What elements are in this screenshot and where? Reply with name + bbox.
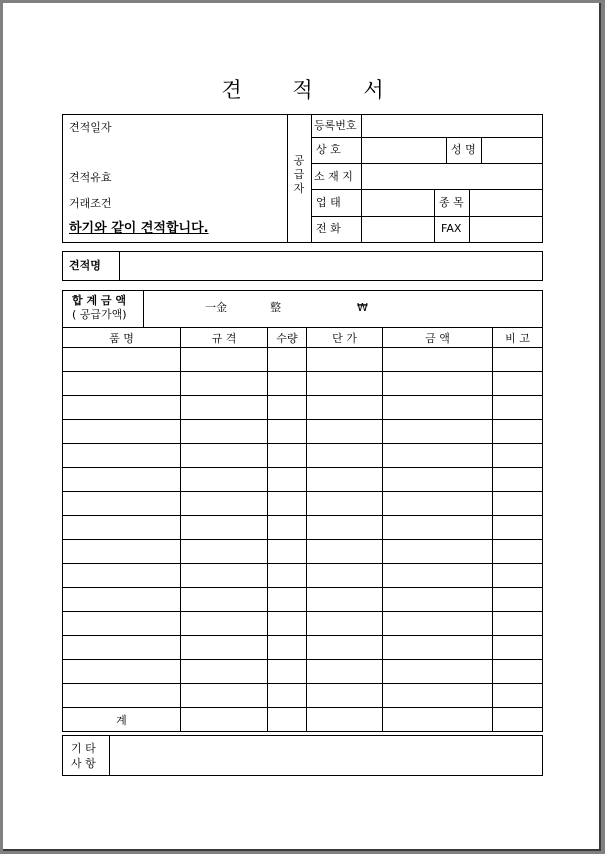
table-cell[interactable]	[493, 540, 543, 564]
table-cell[interactable]	[181, 348, 268, 372]
table-cell[interactable]	[181, 564, 268, 588]
business-category-label: 종 목	[439, 196, 464, 209]
table-cell[interactable]	[181, 444, 268, 468]
table-cell[interactable]	[383, 684, 493, 708]
table-cell[interactable]	[383, 468, 493, 492]
table-cell[interactable]	[181, 588, 268, 612]
table-cell[interactable]	[181, 660, 268, 684]
table-cell[interactable]	[493, 684, 543, 708]
table-cell[interactable]	[307, 492, 383, 516]
table-cell[interactable]	[383, 660, 493, 684]
table-cell[interactable]	[383, 636, 493, 660]
table-cell[interactable]	[307, 708, 383, 732]
table-cell[interactable]	[268, 372, 307, 396]
amount-prefix: 一金	[205, 301, 227, 314]
table-cell[interactable]	[307, 516, 383, 540]
table-cell[interactable]	[63, 588, 181, 612]
table-cell[interactable]	[493, 396, 543, 420]
remarks-label: 기 타 사 항	[71, 742, 96, 770]
table-row	[63, 372, 543, 396]
quote-validity-label: 견적유효	[69, 171, 112, 184]
table-cell[interactable]	[268, 564, 307, 588]
table-cell[interactable]	[383, 516, 493, 540]
table-cell[interactable]	[383, 444, 493, 468]
table-cell[interactable]	[493, 708, 543, 732]
table-cell[interactable]	[181, 612, 268, 636]
table-cell[interactable]	[493, 444, 543, 468]
table-cell[interactable]	[383, 348, 493, 372]
table-cell[interactable]	[493, 564, 543, 588]
remarks-row	[62, 735, 543, 776]
estimate-name-label: 견적명	[69, 259, 101, 272]
table-row	[63, 444, 543, 468]
column-header: 품 명	[63, 328, 181, 348]
table-cell[interactable]	[383, 420, 493, 444]
table-cell[interactable]	[268, 612, 307, 636]
supplier-label: 공 급 자	[293, 154, 305, 195]
table-cell[interactable]	[63, 396, 181, 420]
table-cell[interactable]	[383, 588, 493, 612]
table-cell[interactable]	[268, 444, 307, 468]
table-cell[interactable]	[383, 708, 493, 732]
table-cell[interactable]	[307, 540, 383, 564]
table-cell[interactable]	[493, 492, 543, 516]
items-table	[62, 327, 543, 732]
table-cell[interactable]	[181, 420, 268, 444]
table-cell[interactable]	[493, 420, 543, 444]
table-row	[63, 348, 543, 372]
table-cell[interactable]	[493, 372, 543, 396]
table-header-row	[63, 328, 543, 348]
table-cell[interactable]	[268, 660, 307, 684]
table-cell[interactable]	[268, 348, 307, 372]
column-header: 규 격	[181, 328, 268, 348]
table-cell[interactable]	[493, 468, 543, 492]
table-cell[interactable]	[268, 516, 307, 540]
table-cell[interactable]	[268, 684, 307, 708]
title-char-2: 적	[292, 78, 313, 102]
table-cell[interactable]	[383, 540, 493, 564]
table-row	[63, 612, 543, 636]
table-cell[interactable]	[307, 444, 383, 468]
table-cell[interactable]	[181, 372, 268, 396]
supply-value-label: ( 공급가액)	[72, 308, 127, 321]
table-cell[interactable]	[307, 564, 383, 588]
table-row	[63, 684, 543, 708]
table-cell[interactable]	[63, 660, 181, 684]
table-cell[interactable]	[181, 468, 268, 492]
table-cell[interactable]	[63, 492, 181, 516]
table-cell[interactable]	[493, 516, 543, 540]
reg-no-label: 등록번호	[314, 119, 357, 132]
business-type-label: 업 태	[316, 196, 341, 209]
table-cell[interactable]	[63, 636, 181, 660]
table-cell[interactable]	[307, 372, 383, 396]
currency-symbol: ₩	[357, 301, 368, 314]
fax-label: FAX	[441, 222, 462, 235]
quote-date-label: 견적일자	[69, 121, 112, 134]
table-row	[63, 396, 543, 420]
table-row	[63, 420, 543, 444]
table-row	[63, 468, 543, 492]
table-cell[interactable]	[493, 612, 543, 636]
quote-statement: 하기와 같이 견적합니다.	[69, 221, 209, 236]
table-row	[63, 540, 543, 564]
table-row	[63, 492, 543, 516]
column-header: 수량	[268, 328, 307, 348]
table-row	[63, 660, 543, 684]
table-cell[interactable]	[493, 636, 543, 660]
table-cell[interactable]	[63, 468, 181, 492]
table-total-row	[63, 708, 543, 732]
table-row	[63, 564, 543, 588]
title-char-1: 견	[221, 78, 242, 102]
title-char-3: 서	[363, 78, 384, 102]
table-cell[interactable]	[268, 492, 307, 516]
table-cell[interactable]	[63, 372, 181, 396]
table-cell[interactable]	[181, 492, 268, 516]
table-cell[interactable]	[307, 612, 383, 636]
table-cell[interactable]	[63, 540, 181, 564]
table-cell[interactable]	[307, 420, 383, 444]
page-title	[0, 74, 605, 104]
table-cell[interactable]	[383, 492, 493, 516]
table-cell[interactable]	[63, 564, 181, 588]
table-cell[interactable]	[307, 636, 383, 660]
table-cell[interactable]	[383, 396, 493, 420]
table-cell[interactable]	[268, 468, 307, 492]
table-cell[interactable]	[268, 420, 307, 444]
table-cell[interactable]	[307, 660, 383, 684]
table-cell[interactable]	[181, 396, 268, 420]
table-cell[interactable]	[383, 612, 493, 636]
table-cell[interactable]	[181, 516, 268, 540]
table-row	[63, 516, 543, 540]
company-label: 상 호	[316, 143, 341, 156]
table-cell[interactable]	[181, 708, 268, 732]
table-cell[interactable]	[493, 588, 543, 612]
table-cell[interactable]	[63, 516, 181, 540]
table-row	[63, 588, 543, 612]
total-amount-label: 합 계 금 액	[72, 294, 126, 307]
phone-label: 전 화	[316, 222, 341, 235]
table-cell[interactable]	[268, 708, 307, 732]
table-cell[interactable]	[307, 684, 383, 708]
total-row-label: 계	[63, 708, 181, 732]
estimate-name-row	[62, 251, 543, 281]
table-cell[interactable]	[181, 684, 268, 708]
table-cell[interactable]	[307, 348, 383, 372]
rep-name-label: 성 명	[451, 143, 476, 156]
table-cell[interactable]	[268, 588, 307, 612]
table-cell[interactable]	[63, 420, 181, 444]
table-cell[interactable]	[181, 540, 268, 564]
total-amount-row	[62, 290, 543, 328]
column-header: 단 가	[307, 328, 383, 348]
table-cell[interactable]	[383, 564, 493, 588]
table-cell[interactable]	[493, 348, 543, 372]
table-cell[interactable]	[63, 444, 181, 468]
table-cell[interactable]	[307, 588, 383, 612]
table-row	[63, 636, 543, 660]
address-label: 소 재 지	[314, 170, 353, 183]
column-header: 비 고	[493, 328, 543, 348]
table-cell[interactable]	[181, 636, 268, 660]
trade-terms-label: 거래조건	[69, 197, 112, 210]
table-cell[interactable]	[63, 348, 181, 372]
table-cell[interactable]	[383, 372, 493, 396]
amount-suffix: 整	[270, 301, 281, 314]
table-cell[interactable]	[63, 684, 181, 708]
table-cell[interactable]	[268, 636, 307, 660]
table-cell[interactable]	[268, 540, 307, 564]
table-cell[interactable]	[493, 660, 543, 684]
table-cell[interactable]	[307, 468, 383, 492]
table-cell[interactable]	[63, 612, 181, 636]
column-header: 금 액	[383, 328, 493, 348]
table-cell[interactable]	[307, 396, 383, 420]
table-cell[interactable]	[268, 396, 307, 420]
